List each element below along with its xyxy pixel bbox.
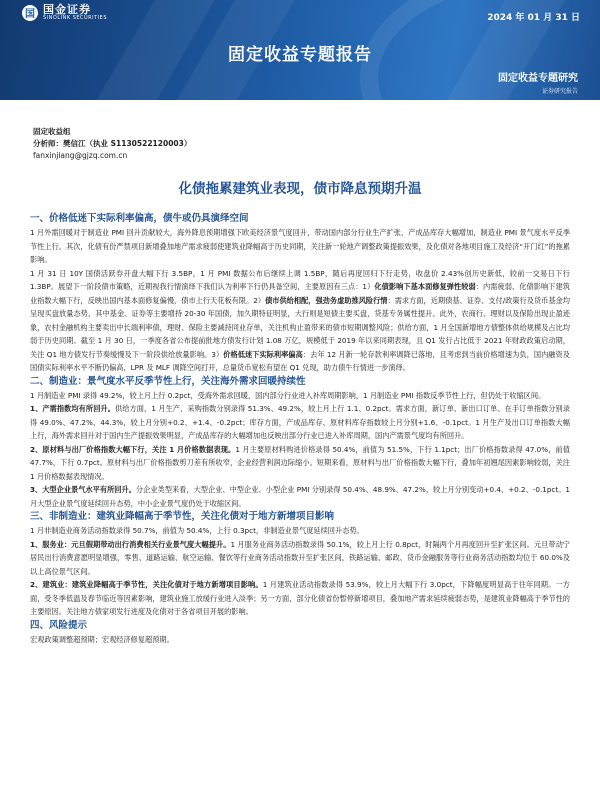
logo-name-en: SINOLINK SECURITIES <box>43 15 107 21</box>
paragraph: 3、大型企业景气水平有所回升。分企业类型来看，大型企业、中型企业、小型企业 PMI 分别录得 50.4%、48.9%、47.2%，较上月分别变动+0.4、+0.2、-0.1pct。1 月大型企业景气度延续回升态势，中小企业景气度仍处于收缩区间。 <box>30 485 570 508</box>
section-heading-3: 三、非制造业：建筑业降幅高于季节性，关注化债对于地方新增项目影响 <box>30 511 335 522</box>
company-logo <box>22 4 107 21</box>
section-heading-4: 四、风险提示 <box>30 619 88 631</box>
section-heading-1: 一、价格低迷下实际利率偏高，债牛或仍具演绎空间 <box>30 213 249 224</box>
report-series: 固定收益专题研究 <box>498 73 578 84</box>
report-body <box>30 212 570 646</box>
paragraph: 1、服务业：元旦假期带动出行消费相关行业景气度大幅提升。1 月服务业商务活动指数录得 50.1%，较上月上行 0.8pct，时隔两个月再度回升至扩张区间。元旦带动宁居民出行消费意愿明显增强，零售、道路运输、航空运输、餐饮等行业商务活动指数升至扩张区间，铁路运输、邮政、货币金融服务等行业商务活动指数均位于 60.0%及以上高位景气区间。 <box>30 539 570 576</box>
analyst-name: 分析师：樊信江（执业 S1130522120003） <box>33 139 192 148</box>
section-heading-2: 二、制造业：景气度水平反季节性上行，关注海外需求回暖持续性 <box>30 375 306 387</box>
analyst-info <box>33 126 191 162</box>
paragraph: 1 月 31 日 10Y 国债活跃券开盘大幅下行 3.5BP，1 月 PMI 数据公布后继续上调 1.5BP，随后再度回归下行走势，收盘价 2.43%创历史新低，较前一交易日下行 1.3BP。展望下一阶段债市策略，近期视我行情演绎下我们认为利率下行仍具备空间，主要原因有三点：1）化债影响下基本面修复弹性较弱：内需疲弱、化债影响下建筑业指数大幅下行，反映出国内基本面修复偏慢，债市上行天花板有限。2）债市供给相配，强劲务虚助推风险行情：需求方面，近期债基、证券、支付/政策行及货币基金均呈现买盘放量态势，其中基金、证券等主要增持 20-30 年国债，加久期特征明显，大行则是短债主要买盘，贷基专务属性提升。此外，农商行、理财以及保险出现止盈迹象，农村金融机构主要卖出中长端利率债，理财、保险主要减持同业存单，关注机构止盈带来的债市短期调整风险；供给方面，1 月全国新增地方债整体供给规模及占比均弱于历史同期。截至 1 月 30 日，一季度各省公布提前批地方债发行计划 1.08 万亿，规模低于 2019 年以来同期表现，且 Q1 发行占比低于 2021 年财政政策启动期，关注 Q1 地方债发行节奏缓慢及下一阶段供给放量影响。3）价格低迷下实际利率偏高：去年 12 月新一轮存款利率调降已落地，且考虑到当前价格增速为负，国内融资及国债实际利率水平不断仍偏高，LPR 及 MLF 调降空间打开，总量货币宽松有望在 Q1 兑现，助力债牛行情进一步演绎。 <box>30 268 570 372</box>
paragraph: 2、建筑业：建筑业降幅高于季节性，关注化债对于地方新增项目影响。1 月建筑业活动指数录得 53.9%，较上月大幅下行 3.0pct，下降幅度明显高于往年同期。一方面，受冬季低温及春节临近等因素影响，建筑业施工放缓行业进入淡季；另一方面，部分化债省份暂停新增项目，叠加地产需求延续疲弱态势，是建筑业降幅高于季节性的主要原因。关注地方债家项发行进度及化债对于各省项目开展的影响。 <box>30 580 570 616</box>
report-dept: 证券研究报告 <box>541 88 578 95</box>
paragraph: 1 月外需回暖对于制造业 PMI 回升贡献较大，海外降息预期增强下欧美经济景气度回升，带动国内部分行业生产扩张、产成品库存大幅增加，制造业 PMI 景气度水平反季节性上行。其次，化债有份严禁项目新增叠加地产需求疲弱使建筑业降幅高于历史同期，关注新一轮地产调整政策提振效果，及化债对各地项目施工及经济“开门红”的拖累影响。 <box>30 228 570 264</box>
paragraph: 2、原材料与出厂价格指数大幅下行，关注 1 月价格数据表现。1 月主要原材料购进价格录得 50.4%，前值为 51.5%，下行 1.1pct；出厂价格指数录得 47.0%，前值 47.7%，下行 0.7pct。原材料与出厂价格指数剪刀差有所收窄，企业经营利润边际缩小。短期来看，原材料与出厂价格指数大幅下行，叠加年初翘尾因素影响较弱，关注 1 月价格数据表现情况。 <box>30 444 571 481</box>
report-type: 固定收益专题报告 <box>228 45 372 65</box>
paragraph: 1、产需指数均有所回升。供给方面，1 月生产、采购指数分别录得 51.3%、49.2%，较上月上行 1.1、0.2pct。需求方面，新订单、新出口订单、在手订单指数分别录得 49.0%、47.2%、44.3%，较上月分别+0.2、+1.4、-0.2pct；库存方面，产成品库存、原材料库存指数较上月分别+1.6、-0.1pct。1 月生产及出口订单指数大幅上行，海外需求回升对于国内生产提振效果明显，产成品库存的大幅增加也反映出部分行业已进入补库周期，国内产需景气度均有所回升。 <box>30 404 570 440</box>
team-name: 固定收益组 <box>33 127 71 136</box>
paragraph: 1 月制造业 PMI 录得 49.2%，较上月上行 0.2pct，受海外需求回暖，国内部分行业进入补库周期影响，1 月制造业 PMI 指数反季节性上行，但仍处于收缩区间。 <box>30 390 546 400</box>
paragraph: 宏观政策调整超预期；宏观经济修复超预期。 <box>30 634 174 644</box>
report-date: 2024 年 01 月 31 日 <box>487 13 580 23</box>
page-title: 化债拖累建筑业表现，债市降息预期升温 <box>178 181 422 197</box>
logo-name-cn: 国金证券 <box>43 3 91 16</box>
paragraph: 1 月非制造业商务活动指数录得 50.7%，前值为 50.4%，上行 0.3pct，非制造业景气度延续回升态势。 <box>30 526 364 535</box>
logo-icon: 国 <box>22 5 38 21</box>
analyst-email[interactable]: fanxinjiang@gjzq.com.cn <box>33 151 128 160</box>
report-banner <box>0 0 600 100</box>
